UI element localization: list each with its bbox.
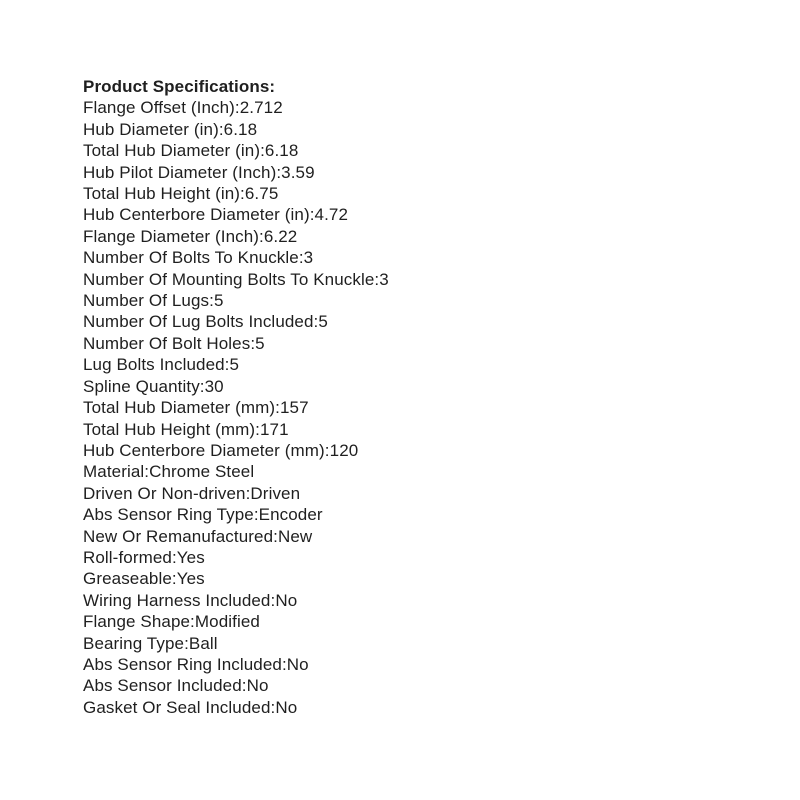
spec-line: Abs Sensor Included:No [83, 676, 269, 696]
spec-line: Hub Diameter (in):6.18 [83, 119, 258, 139]
spec-line: Total Hub Diameter (in):6.18 [83, 141, 299, 161]
spec-line: Hub Centerbore Diameter (in):4.72 [83, 205, 349, 225]
spec-line: Number Of Bolts To Knuckle:3 [83, 248, 314, 268]
spec-line: Total Hub Height (in):6.75 [83, 184, 279, 204]
spec-line: Number Of Lugs:5 [83, 291, 224, 311]
spec-line: Number Of Lug Bolts Included:5 [83, 312, 328, 332]
spec-line: Total Hub Height (mm):171 [83, 419, 289, 439]
spec-line: Flange Shape:Modified [83, 612, 260, 632]
product-specifications-section [83, 76, 723, 718]
spec-line: Hub Centerbore Diameter (mm):120 [83, 440, 359, 460]
spec-line: Abs Sensor Ring Type:Encoder [83, 505, 323, 525]
spec-line: Abs Sensor Ring Included:No [83, 654, 309, 674]
spec-line: Hub Pilot Diameter (Inch):3.59 [83, 162, 315, 182]
spec-line: Material:Chrome Steel [83, 462, 255, 482]
spec-line: Flange Diameter (Inch):6.22 [83, 226, 298, 246]
spec-line: Driven Or Non-driven:Driven [83, 483, 301, 503]
spec-line: Gasket Or Seal Included:No [83, 697, 298, 717]
spec-line: Greaseable:Yes [83, 569, 205, 589]
spec-line: New Or Remanufactured:New [83, 526, 313, 546]
spec-line: Flange Offset (Inch):2.712 [83, 98, 283, 118]
spec-line: Bearing Type:Ball [83, 633, 218, 653]
spec-line: Number Of Mounting Bolts To Knuckle:3 [83, 269, 389, 289]
spec-line: Spline Quantity:30 [83, 376, 224, 396]
spec-line: Roll-formed:Yes [83, 547, 205, 567]
specs-title: Product Specifications: [83, 77, 276, 96]
spec-line: Lug Bolts Included:5 [83, 355, 240, 375]
spec-line: Number Of Bolt Holes:5 [83, 333, 265, 353]
spec-line: Wiring Harness Included:No [83, 590, 298, 610]
spec-list [83, 97, 723, 718]
spec-line: Total Hub Diameter (mm):157 [83, 398, 309, 418]
